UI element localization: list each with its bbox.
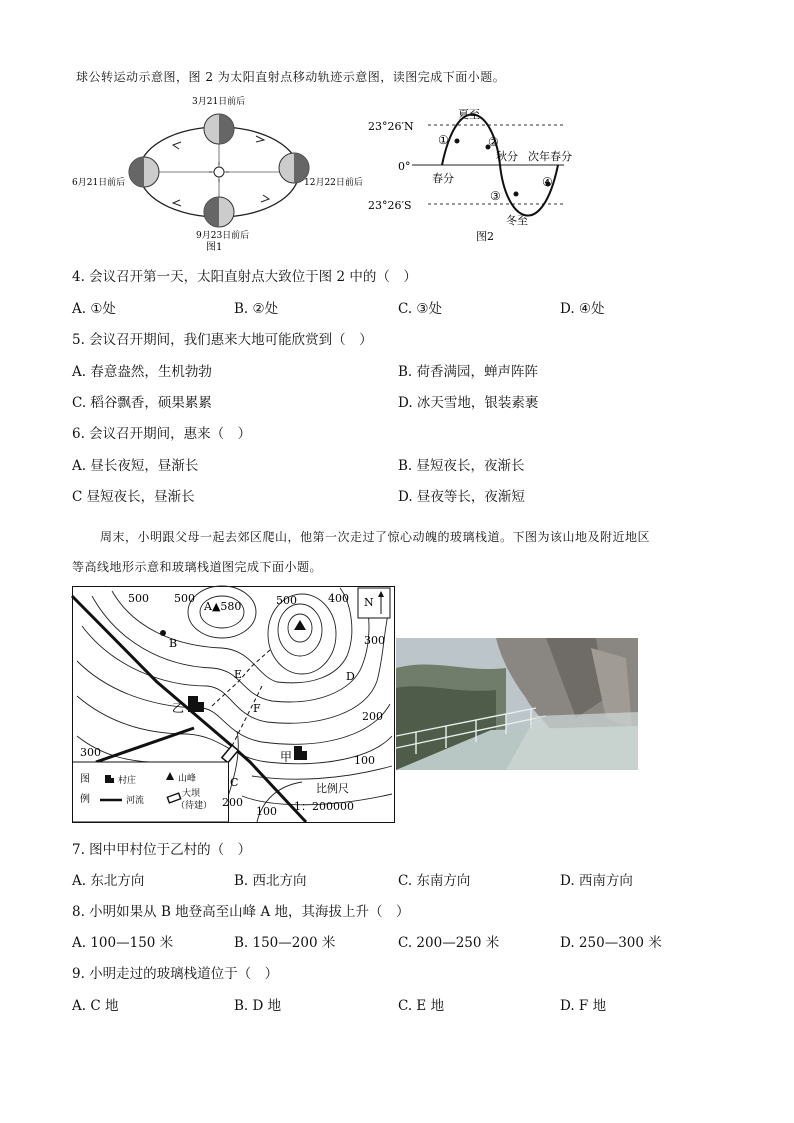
q6-option-d[interactable]: D. 昼夜等长，夜渐短	[398, 489, 525, 505]
label-xiazhi: 夏至	[458, 108, 480, 121]
q6-option-c[interactable]: C 昼短夜长，昼渐长	[72, 489, 195, 505]
q4-stem: 4. 会议召开第一天，太阳直射点大致位于图 2 中的（ ）	[72, 269, 417, 285]
map-label-b: B	[169, 637, 178, 650]
figure-1-revolution	[66, 92, 363, 253]
q7-option-c[interactable]: C. 东南方向	[398, 873, 471, 889]
q4-option-b[interactable]: B. ②处	[234, 301, 279, 317]
q5-stem: 5. 会议召开期间，我们惠来大地可能欣赏到（ ）	[72, 332, 373, 348]
q4-option-a[interactable]: A. ①处	[72, 301, 116, 317]
map-label-c400: 400	[328, 592, 349, 605]
fig1-label-bottom: 9月23日前后	[196, 231, 250, 241]
map-label-c200r: 200	[362, 710, 383, 723]
map-label-yi: 乙	[172, 701, 185, 715]
q8-option-a[interactable]: A. 100—150 米	[72, 935, 174, 951]
contour-map	[72, 586, 396, 824]
q8-stem: 8. 小明如果从 B 地登高至山峰 A 地，其海拔上升（ ）	[72, 904, 410, 920]
map-label-scale_value: 1：200000	[294, 800, 354, 813]
marker-2: ②	[488, 135, 499, 149]
intro-text-2a: 周末，小明跟父母一起去郊区爬山，他第一次走过了惊心动魄的玻璃栈道。下图为该山地及附近地区	[100, 530, 651, 544]
map-label-a580: A▲580	[204, 600, 242, 613]
q9-option-d[interactable]: D. F 地	[560, 998, 607, 1014]
q4-option-c[interactable]: C. ③处	[398, 301, 443, 317]
marker-1: ①	[438, 133, 449, 147]
fig1-label-left: 6月21日前后	[72, 178, 126, 188]
q5-option-a[interactable]: A. 春意盎然，生机勃勃	[72, 364, 212, 380]
label-next-chunfen: 次年春分	[528, 150, 572, 163]
map-label-c100b: 100	[256, 805, 277, 818]
q9-option-b[interactable]: B. D 地	[234, 998, 282, 1014]
q6-option-a[interactable]: A. 昼长夜短，昼渐长	[72, 458, 199, 474]
map-label-c300r: 300	[364, 634, 385, 647]
q9-option-a[interactable]: A. C 地	[72, 998, 119, 1014]
intro-text-1: 球公转运动示意图，图 2 为太阳直射点移动轨迹示意图，读图完成下面小题。	[76, 70, 506, 84]
map-label-legend_dam_2: （待建）	[176, 801, 213, 811]
intro-text-2b: 等高线地形示意和玻璃栈道图完成下面小题。	[72, 560, 323, 574]
map-label-f: F	[253, 702, 261, 715]
map-label-north: N	[364, 596, 374, 609]
map-label-jia: 甲	[280, 750, 293, 764]
q5-option-d[interactable]: D. 冰天雪地，银装素裹	[398, 395, 539, 411]
q6-option-b[interactable]: B. 昼短夜长，夜渐长	[398, 458, 525, 474]
map-label-c100r: 100	[354, 754, 375, 767]
label-qiufen: 秋分	[496, 150, 518, 163]
figure-2-sun-track	[366, 100, 616, 250]
map-label-legend_peak: 山峰	[178, 774, 197, 784]
q9-stem: 9. 小明走过的玻璃栈道位于（ ）	[72, 966, 279, 982]
map-label-e: E	[234, 668, 243, 681]
q7-stem: 7. 图中甲村位于乙村的（ ）	[72, 842, 252, 858]
label-dongzhi: 冬至	[506, 214, 528, 227]
fig1-caption: 图1	[206, 242, 223, 253]
map-label-c300l: 300	[80, 746, 101, 759]
map-label-legend_dam_1: 大坝	[182, 789, 201, 799]
label-chunfen: 春分	[432, 172, 454, 185]
q4-option-d[interactable]: D. ④处	[560, 301, 605, 317]
q5-option-b[interactable]: B. 荷香满园，蝉声阵阵	[398, 364, 539, 380]
map-label-c500c: 500	[276, 594, 297, 607]
fig1-label-right: 12月22日前后	[304, 178, 363, 188]
q8-option-d[interactable]: D. 250—300 米	[560, 935, 662, 951]
map-label-c500b: 500	[174, 592, 195, 605]
q9-option-c[interactable]: C. E 地	[398, 998, 445, 1014]
map-label-d: D	[346, 670, 355, 683]
q8-option-c[interactable]: C. 200—250 米	[398, 935, 500, 951]
marker-3: ③	[490, 189, 501, 203]
map-label-legend_river: 河流	[126, 796, 145, 806]
map-label-c200b: 200	[222, 796, 243, 809]
lat-0: 0°	[398, 160, 411, 173]
glass-walkway-photo	[396, 638, 638, 770]
q7-option-a[interactable]: A. 东北方向	[72, 873, 145, 889]
q6-stem: 6. 会议召开期间，惠来（ ）	[72, 426, 252, 442]
lat-n: 23°26′N	[368, 120, 414, 133]
lat-s: 23°26′S	[368, 199, 412, 212]
map-label-c500a: 500	[128, 592, 149, 605]
marker-4: ④	[542, 175, 553, 189]
map-label-scale_title: 比例尺	[316, 782, 349, 795]
fig1-label-top: 3月21日前后	[192, 97, 246, 107]
map-label-c: C	[230, 776, 239, 789]
q7-option-d[interactable]: D. 西南方向	[560, 873, 633, 889]
q8-option-b[interactable]: B. 150—200 米	[234, 935, 336, 951]
map-label-legend_title_2: 例	[80, 794, 90, 805]
q5-option-c[interactable]: C. 稻谷飘香，硕果累累	[72, 395, 212, 411]
q7-option-b[interactable]: B. 西北方向	[234, 873, 307, 889]
fig2-caption: 图2	[476, 230, 494, 243]
map-label-legend_village: 村庄	[118, 776, 137, 786]
map-label-legend_title_1: 图	[80, 774, 90, 785]
